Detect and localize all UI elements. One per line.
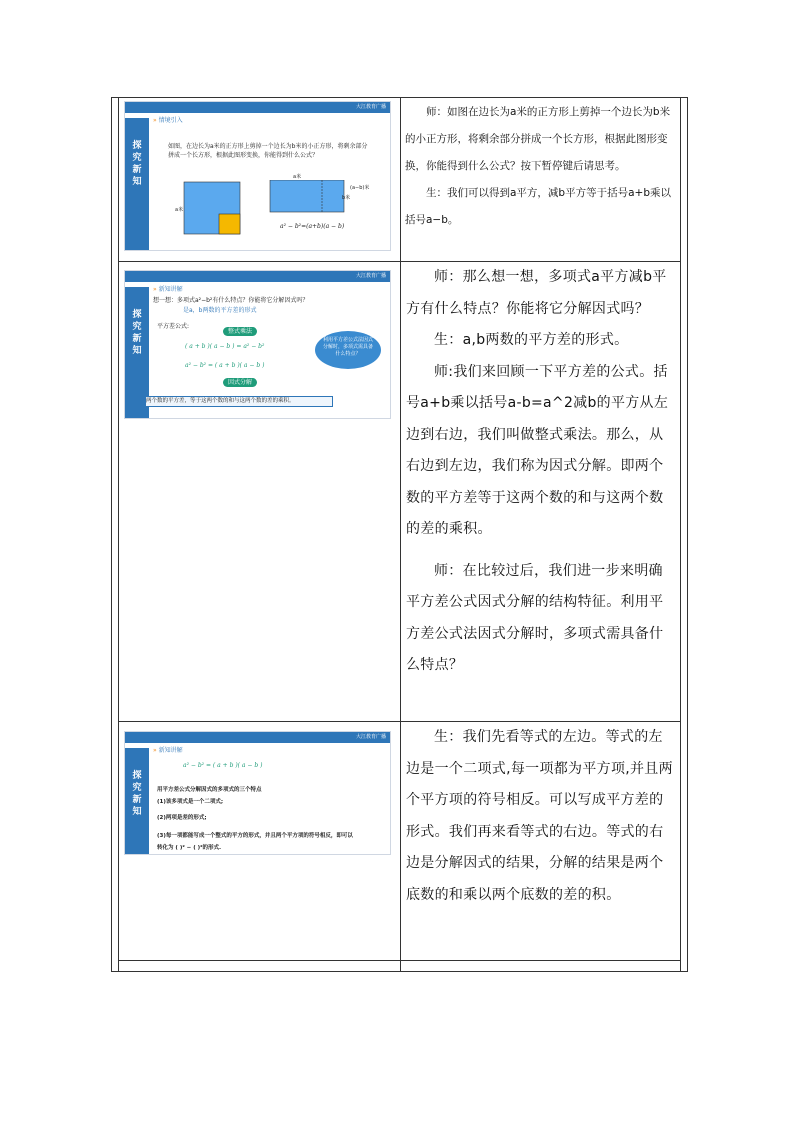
row1-text — [405, 99, 675, 234]
table-inner-right-border — [680, 98, 681, 971]
row3-text — [406, 722, 676, 911]
slide-1 — [124, 101, 391, 251]
slide-2 — [124, 270, 391, 419]
label-a-minus-b: (a−b)米 — [350, 185, 370, 191]
row-divider — [119, 960, 680, 961]
row2-text — [406, 262, 676, 682]
slide-sidebar — [125, 748, 149, 854]
sidebar-label: 探究新知 — [132, 141, 142, 187]
label-b: b米 — [342, 195, 351, 201]
formula: a² − b² = ( a + b )( a − b ) — [183, 762, 263, 769]
formula-title: 平方差公式: — [157, 323, 190, 330]
teacher-paragraph: 师：如图在边长为a米的正方形上剪掉一个边长为b米的小正方形，将剩余部分拼成一个长方形，根据此图形变换，你能得到什么公式？按下暂停键后请思考。 — [405, 106, 671, 172]
sidebar-label: 探究新知 — [132, 310, 142, 356]
feature-item: (1)该多项式是一个二项式; — [157, 799, 224, 805]
feature-item: (2)两项是差的形式; — [157, 815, 207, 821]
slide-header-bar — [125, 732, 390, 743]
section-heading: » 情境引入 — [153, 117, 183, 124]
student-paragraph: 生：我们先看等式的左边。等式的左边是一个二项式,每一项都为平方项,并且两个平方项的符号相反。可以写成平方差的形式。我们再来看等式的右边。等式的右边是分解因式的结果，分解的结果是两个底数的和乘以两个底数的差的积。 — [406, 729, 673, 903]
label-a-side: a米 — [175, 207, 184, 213]
prompt-text: 如图，在边长为a米的正方形上剪掉一个边长为b米的小正方形，将剩余部分拼成一个长方形，根据此图形变换，你能得到什么公式？ — [168, 143, 368, 159]
logo: 大江教育广播 — [355, 734, 386, 740]
feature-item: (3)每一项都能写成一个整式的平方的形式，并且两个平方项的符号相反，即可以转化为 ( )² − ( )²的形式. — [157, 833, 353, 851]
table-inner-left-border — [118, 98, 119, 971]
small-square — [219, 214, 240, 234]
section-heading: » 新知讲解 — [153, 286, 183, 293]
multiplication-label: 整式乘法 — [223, 327, 257, 336]
teacher-paragraph: 师：那么想一想，多项式a平方减b平方有什么特点？你能将它分解因式吗？ — [406, 269, 667, 317]
factorization-label: 因式分解 — [223, 378, 257, 387]
formula: a² − b²=(a+b)(a − b) — [280, 223, 345, 230]
expansion-equation: ( a + b )( a − b ) = a² − b² — [185, 343, 265, 350]
logo: 大江教育广播 — [355, 273, 386, 279]
rectangle — [270, 180, 344, 212]
student-paragraph: 生：a,b两数的平方差的形式。 — [434, 332, 629, 348]
summary-box: 两个数的平方差，等于这两个数的和与这两个数的差的乘积。 — [145, 396, 333, 407]
answer-text: 是a，b两数的平方差的形式 — [183, 307, 257, 314]
column-divider — [400, 98, 401, 971]
slide-header-bar — [125, 271, 390, 282]
features-title: 用平方差公式分解因式的多项式的三个特点 — [157, 787, 262, 793]
slide-header-bar — [125, 102, 390, 113]
section-heading: » 新知讲解 — [153, 747, 183, 754]
logo: 大江教育广播 — [355, 104, 386, 110]
label-a-top: a米 — [293, 174, 302, 180]
factor-equation: a² − b² = ( a + b )( a − b ) — [185, 362, 265, 369]
teacher-paragraph: 师：在比较过后，我们进一步来明确平方差公式因式分解的结构特征。利用平方差公式法因式分解时，多项式需具备什么特点？ — [406, 562, 664, 673]
teacher-paragraph: 师:我们来回顾一下平方差的公式。括号a+b乘以括号a-b=a^2减b的平方从左边到右边，我们叫做整式乘法。那么，从右边到左边，我们称为因式分解。即两个数的平方差等于这两个数的和与这两个数的差的乘积。 — [406, 363, 669, 537]
question-bubble: 利用平方差公式法因式分解时，多项式需具备什么特点？ — [315, 331, 381, 369]
slide-sidebar — [125, 118, 149, 250]
student-paragraph: 生：我们可以得到a平方，减b平方等于括号a+b乘以括号a−b。 — [405, 187, 671, 226]
sidebar-label: 探究新知 — [132, 771, 142, 817]
question-text: 想一想：多项式a²−b²有什么特点？你能将它分解因式吗？ — [153, 297, 309, 304]
slide-3 — [124, 731, 391, 855]
